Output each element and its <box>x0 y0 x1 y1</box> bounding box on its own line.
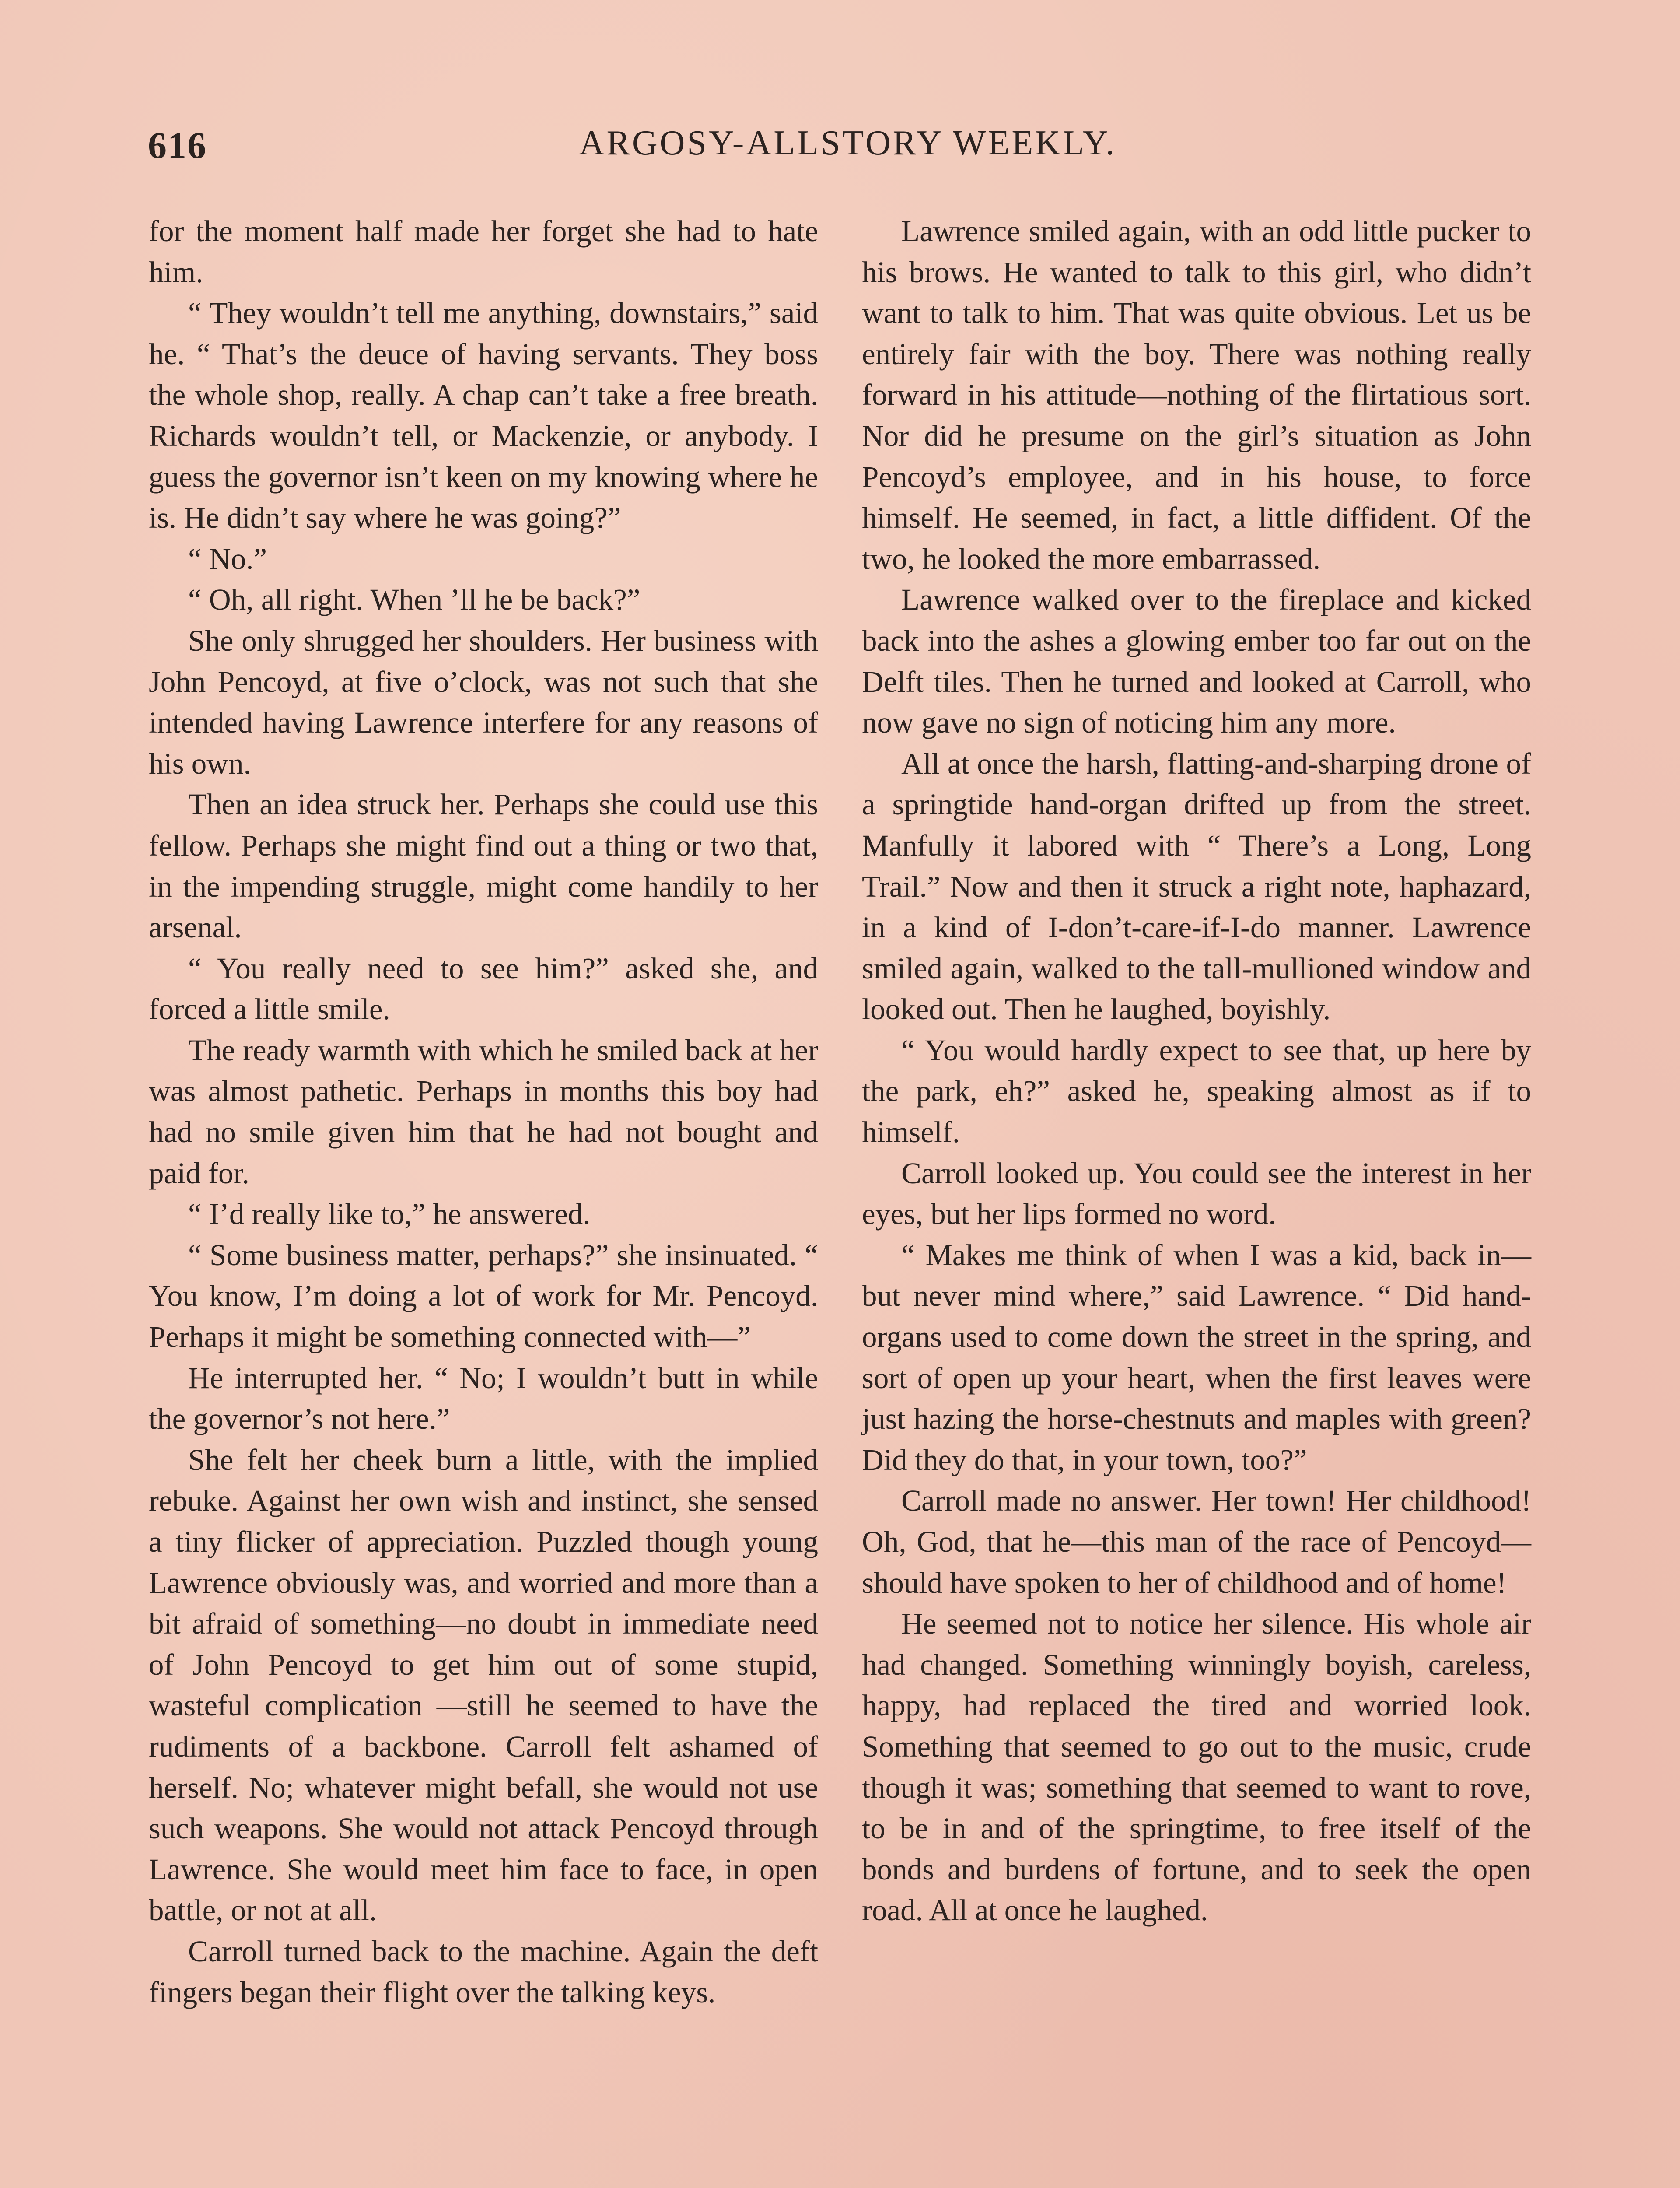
paragraph: Lawrence walked over to the fireplace and kicked back into the ashes a glowing ember too far out on the Delft tiles. Then he turned and looked at Carroll, who now gave no sign of noticing him any more. <box>862 583 1531 740</box>
paragraph: “ Oh, all right. When ’ll he be back?” <box>188 583 640 617</box>
paragraph: The ready warmth with which he smiled back at her was almost pathetic. Perhaps in months this boy had had no smile given him that he had not bought and paid for. <box>149 1033 818 1190</box>
paragraph: She felt her cheek burn a little, with the implied rebuke. Against her own wish and instinct, she sensed a tiny flicker of appreciation. Puzzled though young Lawrence obviously was, and worried and more than a bit afraid of something—no doubt in immediate need of John Pencoyd to get him out of some stupid, wasteful complication —still he seemed to have the rudiments of a backbone. Carroll felt ashamed of herself. No; whatever might befall, she would not use such weapons. She would not attack Pencoyd through Lawrence. She would meet him face to face, in open battle, or not at all. <box>149 1443 818 1927</box>
magazine-title: ARGOSY-ALLSTORY WEEKLY. <box>579 124 1117 162</box>
running-head <box>148 123 1548 172</box>
page-number: 616 <box>148 124 207 166</box>
paragraph: “ They wouldn’t tell me anything, downstairs,” said he. “ That’s the deuce of having servants. They boss the whole shop, really. A chap can’t take a free breath. Richards wouldn’t tell, or Mackenzie, or anybody. I guess the governor isn’t keen on my knowing where he is. He didn’t say where he was going?” <box>149 296 818 535</box>
paragraph: Carroll turned back to the machine. Again the deft fingers began their flight over the talking keys. <box>149 1934 818 2009</box>
paragraph: “ I’d really like to,” he answered. <box>188 1197 591 1231</box>
paragraph: “ Makes me think of when I was a kid, back in—but never mind where,” said Lawrence. “ Did hand-organs used to come down the street in the spring, and sort of open up your heart, when the first leaves were just hazing the horse-chestnuts and maples with green? Did they do that, in your town, too?” <box>862 1238 1531 1476</box>
paragraph: She only shrugged her shoulders. Her business with John Pencoyd, at five o’clock, was not such that she intended having Lawrence interfere for any reasons of his own. <box>149 624 818 780</box>
paragraph: Then an idea struck her. Perhaps she could use this fellow. Perhaps she might find out a thing or two that, in the impending struggle, might come handily to her arsenal. <box>149 788 818 944</box>
right-column <box>862 211 1531 1931</box>
paragraph: “ No.” <box>188 542 267 575</box>
paragraph: He interrupted her. “ No; I wouldn’t butt in while the governor’s not here.” <box>149 1361 818 1436</box>
paragraph: Carroll made no answer. Her town! Her childhood! Oh, God, that he—this man of the race of Pencoyd—should have spoken to her of childhood and of home! <box>862 1484 1531 1599</box>
paragraph: Lawrence smiled again, with an odd little pucker to his brows. He wanted to talk to this girl, who didn’t want to talk to him. That was quite obvious. Let us be entirely fair with the boy. There was nothing really forward in his attitude—nothing of the flirtatious sort. Nor did he presume on the girl’s situation as John Pencoyd’s employee, and in his house, to force himself. He seemed, in fact, a little diffident. Of the two, he looked the more embarrassed. <box>862 214 1531 575</box>
paragraph: All at once the harsh, flatting-and-sharping drone of a springtide hand-organ drifted up from the street. Manfully it labored with “ There’s a Long, Long Trail.” Now and then it struck a right note, haphazard, in a kind of I-don’t-care-if-I-do manner. Lawrence smiled again, walked to the tall-mullioned window and looked out. Then he laughed, boyishly. <box>862 747 1531 1026</box>
paragraph: “ You really need to see him?” asked she, and forced a little smile. <box>149 951 818 1026</box>
paragraph: “ Some business matter, perhaps?” she insinuated. “ You know, I’m doing a lot of work for Mr. Pencoyd. Perhaps it might be something connected with—” <box>149 1238 818 1354</box>
paragraph: Carroll looked up. You could see the interest in her eyes, but her lips formed no word. <box>862 1156 1531 1231</box>
paragraph: He seemed not to notice her silence. His whole air had changed. Something winningly boyish, careless, happy, had replaced the tired and worried look. Something that seemed to go out to the music, crude though it was; something that seemed to want to rove, to be in and of the springtime, to free itself of the bonds and burdens of fortune, and to seek the open road. All at once he laughed. <box>862 1607 1531 1927</box>
paragraph: for the moment half made her forget she had to hate him. <box>149 214 818 289</box>
left-column <box>149 211 818 2013</box>
paragraph: “ You would hardly expect to see that, up here by the park, eh?” asked he, speaking almost as if to himself. <box>862 1033 1531 1149</box>
